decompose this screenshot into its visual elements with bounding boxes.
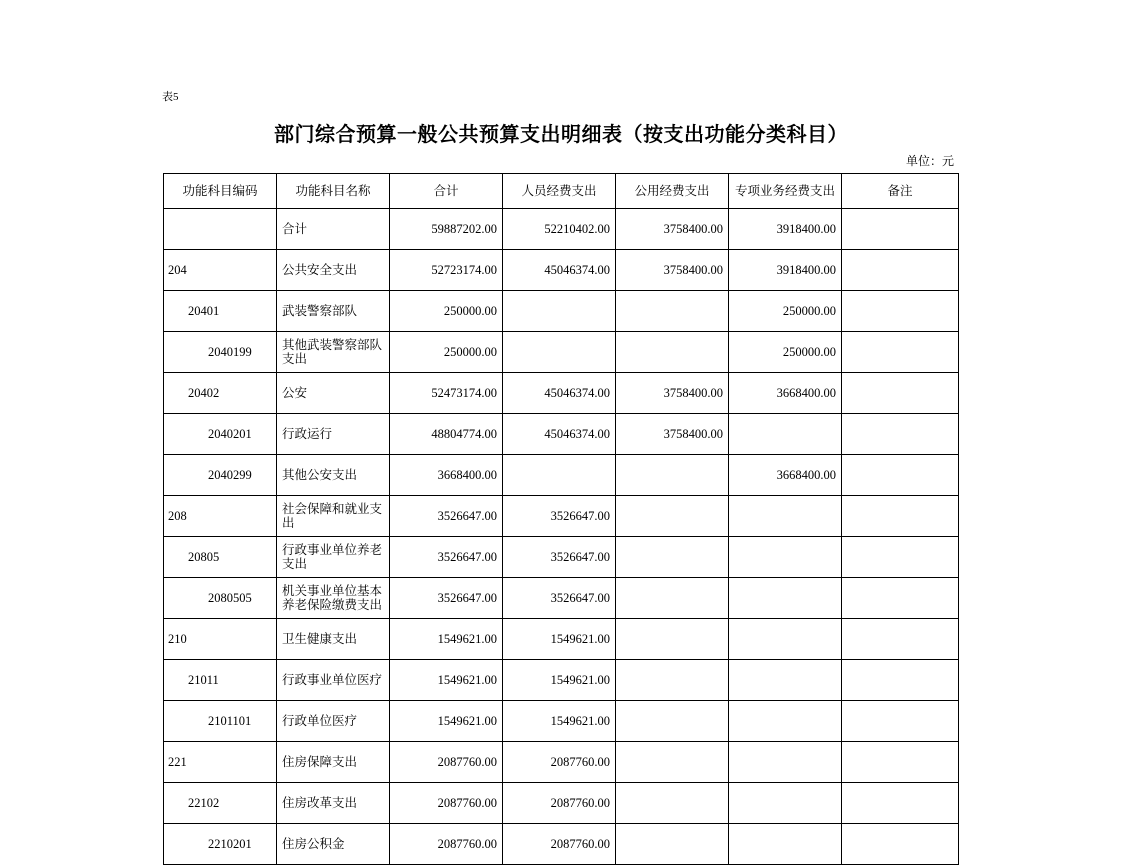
cell-special [729, 619, 842, 660]
table-header-row [164, 174, 959, 209]
table-row [164, 373, 959, 414]
cell-public: 3758400.00 [616, 414, 729, 455]
cell-note [842, 373, 959, 414]
cell-special: 3668400.00 [729, 373, 842, 414]
cell-public [616, 824, 729, 865]
cell-public [616, 783, 729, 824]
column-header-total: 合计 [390, 174, 503, 209]
cell-public: 3758400.00 [616, 250, 729, 291]
cell-public [616, 455, 729, 496]
cell-personnel: 2087760.00 [503, 824, 616, 865]
cell-personnel: 1549621.00 [503, 660, 616, 701]
cell-total: 52723174.00 [390, 250, 503, 291]
cell-personnel: 45046374.00 [503, 414, 616, 455]
cell-special: 250000.00 [729, 291, 842, 332]
cell-personnel: 2087760.00 [503, 742, 616, 783]
column-header-name: 功能科目名称 [277, 174, 390, 209]
table-row [164, 209, 959, 250]
cell-public: 3758400.00 [616, 373, 729, 414]
cell-public [616, 701, 729, 742]
table-body [164, 209, 959, 865]
cell-note [842, 824, 959, 865]
cell-personnel: 1549621.00 [503, 701, 616, 742]
cell-code: 2040201 [164, 414, 277, 455]
cell-personnel [503, 455, 616, 496]
cell-code: 22102 [164, 783, 277, 824]
cell-public [616, 496, 729, 537]
table-row [164, 291, 959, 332]
table-row [164, 742, 959, 783]
cell-name: 行政事业单位养老支出 [277, 537, 390, 578]
cell-special [729, 537, 842, 578]
cell-special [729, 742, 842, 783]
table-row [164, 824, 959, 865]
cell-note [842, 291, 959, 332]
table-row [164, 414, 959, 455]
cell-special: 3918400.00 [729, 209, 842, 250]
cell-name: 其他公安支出 [277, 455, 390, 496]
cell-total: 250000.00 [390, 332, 503, 373]
cell-personnel: 1549621.00 [503, 619, 616, 660]
table-row [164, 660, 959, 701]
cell-special [729, 660, 842, 701]
cell-total: 1549621.00 [390, 701, 503, 742]
cell-code: 2080505 [164, 578, 277, 619]
cell-personnel [503, 291, 616, 332]
cell-personnel: 3526647.00 [503, 578, 616, 619]
cell-note [842, 455, 959, 496]
cell-name: 卫生健康支出 [277, 619, 390, 660]
cell-public [616, 537, 729, 578]
cell-note [842, 701, 959, 742]
cell-total: 2087760.00 [390, 824, 503, 865]
cell-public [616, 742, 729, 783]
cell-code: 2040199 [164, 332, 277, 373]
cell-name: 机关事业单位基本养老保险缴费支出 [277, 578, 390, 619]
table-row [164, 578, 959, 619]
cell-total: 3526647.00 [390, 537, 503, 578]
cell-code: 20402 [164, 373, 277, 414]
cell-public [616, 578, 729, 619]
cell-name: 住房改革支出 [277, 783, 390, 824]
cell-special [729, 496, 842, 537]
cell-personnel [503, 332, 616, 373]
cell-name: 行政单位医疗 [277, 701, 390, 742]
column-header-code: 功能科目编码 [164, 174, 277, 209]
cell-special: 3918400.00 [729, 250, 842, 291]
cell-name: 住房公积金 [277, 824, 390, 865]
cell-code: 221 [164, 742, 277, 783]
cell-note [842, 209, 959, 250]
table-row [164, 455, 959, 496]
table-row [164, 250, 959, 291]
cell-special [729, 783, 842, 824]
table-row [164, 619, 959, 660]
cell-code: 21011 [164, 660, 277, 701]
cell-public [616, 332, 729, 373]
cell-personnel: 2087760.00 [503, 783, 616, 824]
cell-code: 20805 [164, 537, 277, 578]
cell-note [842, 496, 959, 537]
table-number-label: 表5 [162, 91, 179, 103]
cell-note [842, 414, 959, 455]
cell-special [729, 701, 842, 742]
cell-special [729, 414, 842, 455]
cell-name: 公共安全支出 [277, 250, 390, 291]
cell-special [729, 824, 842, 865]
cell-total: 250000.00 [390, 291, 503, 332]
cell-total: 48804774.00 [390, 414, 503, 455]
cell-code: 210 [164, 619, 277, 660]
cell-name: 社会保障和就业支出 [277, 496, 390, 537]
cell-total: 3668400.00 [390, 455, 503, 496]
cell-code: 2040299 [164, 455, 277, 496]
cell-total: 3526647.00 [390, 578, 503, 619]
cell-personnel: 45046374.00 [503, 373, 616, 414]
column-header-personnel: 人员经费支出 [503, 174, 616, 209]
budget-detail-table [163, 173, 959, 865]
table-row [164, 701, 959, 742]
table-row [164, 783, 959, 824]
page-title: 部门综合预算一般公共预算支出明细表（按支出功能分类科目） [274, 124, 848, 146]
cell-note [842, 783, 959, 824]
cell-code: 204 [164, 250, 277, 291]
cell-name: 武装警察部队 [277, 291, 390, 332]
cell-personnel: 3526647.00 [503, 496, 616, 537]
cell-total: 3526647.00 [390, 496, 503, 537]
cell-total: 52473174.00 [390, 373, 503, 414]
cell-name: 住房保障支出 [277, 742, 390, 783]
cell-note [842, 250, 959, 291]
cell-total: 1549621.00 [390, 660, 503, 701]
cell-name: 行政事业单位医疗 [277, 660, 390, 701]
column-header-public: 公用经费支出 [616, 174, 729, 209]
cell-note [842, 742, 959, 783]
cell-code [164, 209, 277, 250]
cell-note [842, 578, 959, 619]
cell-note [842, 660, 959, 701]
cell-special: 250000.00 [729, 332, 842, 373]
column-header-note: 备注 [842, 174, 959, 209]
cell-special: 3668400.00 [729, 455, 842, 496]
cell-public: 3758400.00 [616, 209, 729, 250]
cell-name: 其他武装警察部队支出 [277, 332, 390, 373]
cell-total: 2087760.00 [390, 783, 503, 824]
cell-code: 2101101 [164, 701, 277, 742]
column-header-special: 专项业务经费支出 [729, 174, 842, 209]
cell-personnel: 45046374.00 [503, 250, 616, 291]
cell-code: 20401 [164, 291, 277, 332]
table-row [164, 496, 959, 537]
cell-name: 公安 [277, 373, 390, 414]
cell-note [842, 537, 959, 578]
cell-personnel: 3526647.00 [503, 537, 616, 578]
cell-public [616, 660, 729, 701]
cell-total: 59887202.00 [390, 209, 503, 250]
cell-name: 合计 [277, 209, 390, 250]
table-row [164, 537, 959, 578]
cell-code: 2210201 [164, 824, 277, 865]
cell-personnel: 52210402.00 [503, 209, 616, 250]
cell-public [616, 619, 729, 660]
cell-code: 208 [164, 496, 277, 537]
cell-public [616, 291, 729, 332]
cell-note [842, 332, 959, 373]
cell-note [842, 619, 959, 660]
cell-special [729, 578, 842, 619]
cell-name: 行政运行 [277, 414, 390, 455]
table-row [164, 332, 959, 373]
cell-total: 1549621.00 [390, 619, 503, 660]
unit-label: 单位：元 [905, 154, 954, 168]
cell-total: 2087760.00 [390, 742, 503, 783]
